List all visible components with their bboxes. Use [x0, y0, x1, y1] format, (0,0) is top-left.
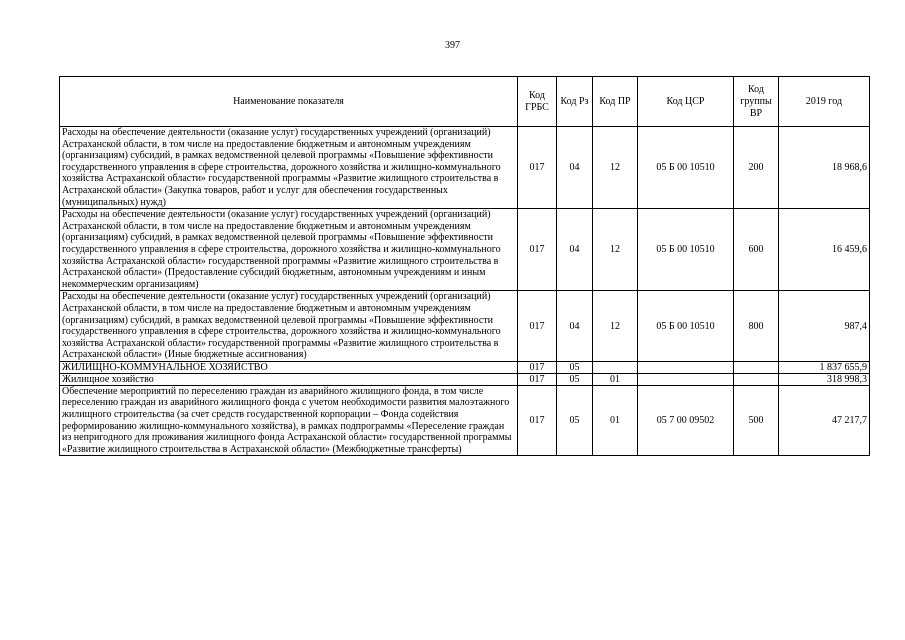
- header-row: [60, 77, 870, 127]
- table-row: [60, 291, 870, 362]
- row-csr: 05 Б 00 10510: [638, 291, 734, 362]
- row-amount: 18 968,6: [779, 127, 870, 209]
- row-name: Жилищное хозяйство: [60, 373, 518, 385]
- row-name: Обеспечение мероприятий по переселению граждан из аварийного жилищного фонда, в том числе переселению граждан из аварийного жилищного фонда с учетом необходимости развития малоэтажного жилищного строительства (за счет средств государственной корпорации – Фонда содействия реформированию жилищно-коммунального хозяйства), в рамках подпрограммы «Переселение граждан из непригодного для проживания жилищного фонда Астраханской области» государственной программы «Развитие жилищного строительства в Астраханской области» (Межбюджетные трансферты): [60, 385, 518, 456]
- row-grbs: 017: [518, 373, 557, 385]
- budget-table: [59, 76, 870, 456]
- row-rz: 05: [557, 373, 593, 385]
- table-row: [60, 209, 870, 291]
- row-vr: [734, 373, 779, 385]
- row-amount: 47 217,7: [779, 385, 870, 456]
- row-rz: 04: [557, 209, 593, 291]
- header-pr: Код ПР: [593, 77, 638, 127]
- row-vr: 800: [734, 291, 779, 362]
- row-grbs: 017: [518, 361, 557, 373]
- row-name: Расходы на обеспечение деятельности (оказание услуг) государственных учреждений (организаций) Астраханской области, в том числе на предоставление бюджетным и автономным учреждениям (организациям) субсидий, в рамках ведомственной целевой программы «Повышение эффективности государственного управления в сфере строительства, дорожного хозяйства и жилищно-коммунального хозяйства Астраханской области» государственной программы «Развитие жилищного строительства в Астраханской области» (Иные бюджетные ассигнования): [60, 291, 518, 362]
- row-csr: [638, 373, 734, 385]
- row-vr: 600: [734, 209, 779, 291]
- row-amount: 318 998,3: [779, 373, 870, 385]
- header-grbs: Код ГРБС: [518, 77, 557, 127]
- table-row: [60, 127, 870, 209]
- row-amount: 987,4: [779, 291, 870, 362]
- row-grbs: 017: [518, 209, 557, 291]
- row-name: Расходы на обеспечение деятельности (оказание услуг) государственных учреждений (организаций) Астраханской области, в том числе на предоставление бюджетным и автономным учреждениям (организациям) субсидий, в рамках ведомственной целевой программы «Повышение эффективности государственного управления в сфере строительства, дорожного хозяйства и жилищно-коммунального хозяйства Астраханской области» государственной программы «Развитие жилищного строительства в Астраханской области» (Предоставление субсидий бюджетным, автономным учреждениям и иным некоммерческим организациям): [60, 209, 518, 291]
- row-pr: 01: [593, 385, 638, 456]
- table-row: [60, 361, 870, 373]
- row-vr: [734, 361, 779, 373]
- page-number: 397: [445, 40, 460, 51]
- row-pr: 01: [593, 373, 638, 385]
- row-amount: 16 459,6: [779, 209, 870, 291]
- row-pr: 12: [593, 127, 638, 209]
- table-row: [60, 373, 870, 385]
- header-name: Наименование показателя: [60, 77, 518, 127]
- row-rz: 04: [557, 291, 593, 362]
- row-pr: 12: [593, 291, 638, 362]
- header-rz: Код Рз: [557, 77, 593, 127]
- header-csr: Код ЦСР: [638, 77, 734, 127]
- row-rz: 05: [557, 385, 593, 456]
- row-csr: 05 7 00 09502: [638, 385, 734, 456]
- row-grbs: 017: [518, 291, 557, 362]
- table-row: [60, 385, 870, 456]
- row-grbs: 017: [518, 385, 557, 456]
- row-csr: [638, 361, 734, 373]
- row-vr: 200: [734, 127, 779, 209]
- row-rz: 04: [557, 127, 593, 209]
- row-rz: 05: [557, 361, 593, 373]
- row-name: ЖИЛИЩНО-КОММУНАЛЬНОЕ ХОЗЯЙСТВО: [60, 361, 518, 373]
- row-vr: 500: [734, 385, 779, 456]
- header-vr: Код группы ВР: [734, 77, 779, 127]
- row-pr: [593, 361, 638, 373]
- row-csr: 05 Б 00 10510: [638, 209, 734, 291]
- row-pr: 12: [593, 209, 638, 291]
- row-name: Расходы на обеспечение деятельности (оказание услуг) государственных учреждений (организаций) Астраханской области, в том числе на предоставление бюджетным и автономным учреждениям (организациям) субсидий, в рамках ведомственной целевой программы «Повышение эффективности государственного управления в сфере строительства, дорожного хозяйства и жилищно-коммунального хозяйства Астраханской области» государственной программы «Развитие жилищного строительства в Астраханской области» (Закупка товаров, работ и услуг для обеспечения государственных (муниципальных) нужд): [60, 127, 518, 209]
- row-csr: 05 Б 00 10510: [638, 127, 734, 209]
- row-amount: 1 837 655,9: [779, 361, 870, 373]
- header-year: 2019 год: [779, 77, 870, 127]
- row-grbs: 017: [518, 127, 557, 209]
